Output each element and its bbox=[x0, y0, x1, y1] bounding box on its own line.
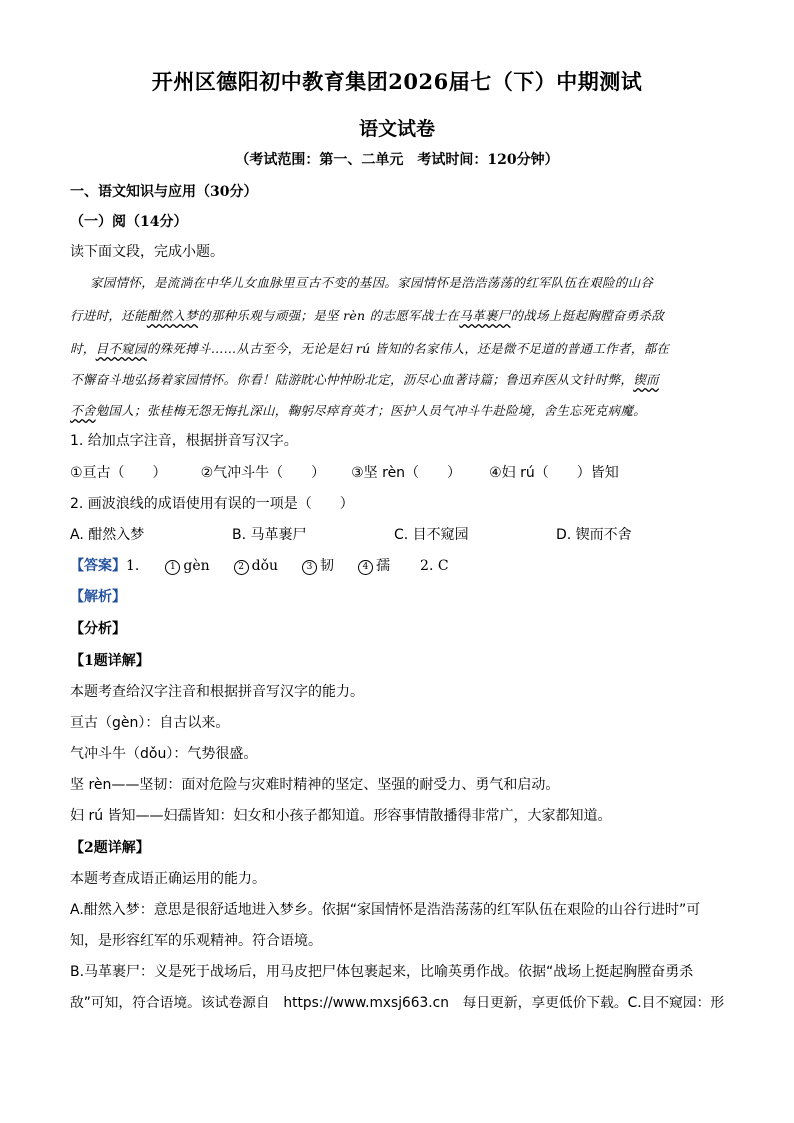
answer-line bbox=[70, 556, 449, 576]
option-c: C. 目不窥园 bbox=[394, 527, 469, 543]
detail-1-line: 妇 rú 皆知——妇孺皆知：妇女和小孩子都知道。形容事情散播得非常广，大家都知道。 bbox=[70, 808, 612, 824]
q1-item: ③坚 rèn（ ） bbox=[351, 465, 462, 481]
passage-text: 的殊死搏斗……从古至今，无论是妇 rú 皆知的名家伟人，还是微不足道的普通工作者，都在 bbox=[146, 341, 670, 356]
detail-2-intro: 本题考查成语正确运用的能力。 bbox=[70, 871, 266, 887]
answer-label: 【答案】 bbox=[70, 558, 126, 574]
option-b: B. 马革裹尸 bbox=[232, 527, 307, 543]
question-1-stem: 1. 给加点字注音，根据拼音写汉字。 bbox=[70, 433, 298, 449]
passage-line-2 bbox=[70, 306, 664, 326]
passage-line-5 bbox=[70, 401, 646, 421]
idiom-underlined: 酣然入梦 bbox=[146, 308, 199, 323]
section-heading: 一、语文知识与应用（30分） bbox=[70, 184, 258, 200]
circled-number: 3 bbox=[302, 560, 317, 575]
exam-info: （考试范围：第一、二单元 考试时间：120分钟） bbox=[235, 152, 559, 168]
passage-line-4 bbox=[70, 370, 659, 390]
answer-q2: 2. C bbox=[420, 558, 449, 574]
passage-line-1: 家园情怀，是流淌在中华儿女血脉里亘古不变的基因。家园情怀是浩浩荡荡的红军队伍在艰险的山谷 bbox=[90, 275, 654, 290]
sub-section-heading: （一）阅（14分） bbox=[70, 214, 188, 230]
q1-item: ②气冲斗牛（ ） bbox=[200, 465, 326, 481]
detail-1-heading: 【1题详解】 bbox=[70, 653, 150, 669]
passage-text: 时， bbox=[70, 341, 96, 356]
exam-subtitle: 语文试卷 bbox=[358, 118, 435, 140]
q1-item: ①亘古（ ） bbox=[70, 465, 167, 481]
answer-item: dǒu bbox=[251, 558, 279, 574]
idiom-underlined: 不舍 bbox=[70, 403, 96, 418]
idiom-underlined: 锲而 bbox=[633, 372, 659, 387]
reading-instruction: 读下面文段，完成小题。 bbox=[70, 244, 224, 260]
detail-2-line: A.酣然入梦：意思是很舒适地进入梦乡。依据“家国情怀是浩浩荡荡的红军队伍在艰险的山谷行进时”可 bbox=[70, 902, 701, 918]
option-a: A. 酣然入梦 bbox=[70, 527, 145, 543]
passage-text: 行进时，还能 bbox=[70, 308, 147, 323]
option-d: D. 锲而不舍 bbox=[556, 527, 632, 543]
passage-text: 勉国人；张桂梅无怨无悔扎深山，鞠躬尽瘁育英才；医护人员气冲斗牛赴险境，舍生忘死克病魔。 bbox=[95, 403, 647, 418]
detail-2-line: B.马革裹尸：义是死于战场后，用马皮把尸体包裹起来，比喻英勇作战。依据“战场上挺起胸膛奋勇杀 bbox=[70, 964, 694, 980]
idiom-underlined: 马革裹尸 bbox=[459, 308, 511, 323]
passage-line-3 bbox=[70, 339, 669, 359]
question-1-items bbox=[70, 463, 619, 483]
detail-2-heading: 【2题详解】 bbox=[70, 840, 150, 856]
fenxi-label: 【分析】 bbox=[70, 621, 126, 637]
detail-1-line: 坚 rèn——坚韧：面对危险与灾难时精神的坚定、坚强的耐受力、勇气和启动。 bbox=[70, 777, 560, 793]
detail-2-line: 知，是形容红军的乐观精神。符合语境。 bbox=[70, 933, 322, 949]
detail-2-line: 敌”可知，符合语境。该试卷源自 https://www.mxsj663.cn 每日更新，享更低价下载。C.目不窥园：形 bbox=[70, 995, 725, 1011]
answer-item: gèn bbox=[183, 558, 210, 574]
idiom-underlined: 目不窥园 bbox=[95, 341, 147, 356]
detail-1-line: 亘古（gèn）：自古以来。 bbox=[70, 715, 230, 731]
circled-number: 2 bbox=[234, 560, 249, 575]
q1-item: ④妇 rú（ ）皆知 bbox=[489, 465, 619, 481]
answer-item: 韧 bbox=[320, 558, 335, 574]
exam-title: 开州区德阳初中教育集团2026届七（下）中期测试 bbox=[151, 69, 643, 94]
answer-item: 孺 bbox=[376, 558, 391, 574]
passage-text: 的那种乐观与顽强；是坚 rèn 的志愿军战士在 bbox=[198, 308, 460, 323]
detail-1-intro: 本题考查给汉字注音和根据拼音写汉字的能力。 bbox=[70, 684, 364, 700]
circled-number: 1 bbox=[165, 560, 180, 575]
circled-number: 4 bbox=[358, 560, 373, 575]
question-2-options bbox=[70, 525, 632, 545]
detail-1-line: 气冲斗牛（dǒu）：气势很盛。 bbox=[70, 746, 258, 762]
passage-text: 不懈奋斗地弘扬着家园情怀。你看！陆游眈心忡忡盼北定，沥尽心血著诗篇；鲁迅弃医从文针时弊， bbox=[70, 372, 634, 387]
analysis-label: 【解析】 bbox=[70, 589, 126, 605]
passage-text: 的战场上挺起胸膛奋勇杀敌 bbox=[510, 308, 665, 323]
answer-q1-number: 1. bbox=[126, 558, 140, 574]
question-2-stem: 2. 画波浪线的成语使用有误的一项是（ ） bbox=[70, 496, 354, 512]
